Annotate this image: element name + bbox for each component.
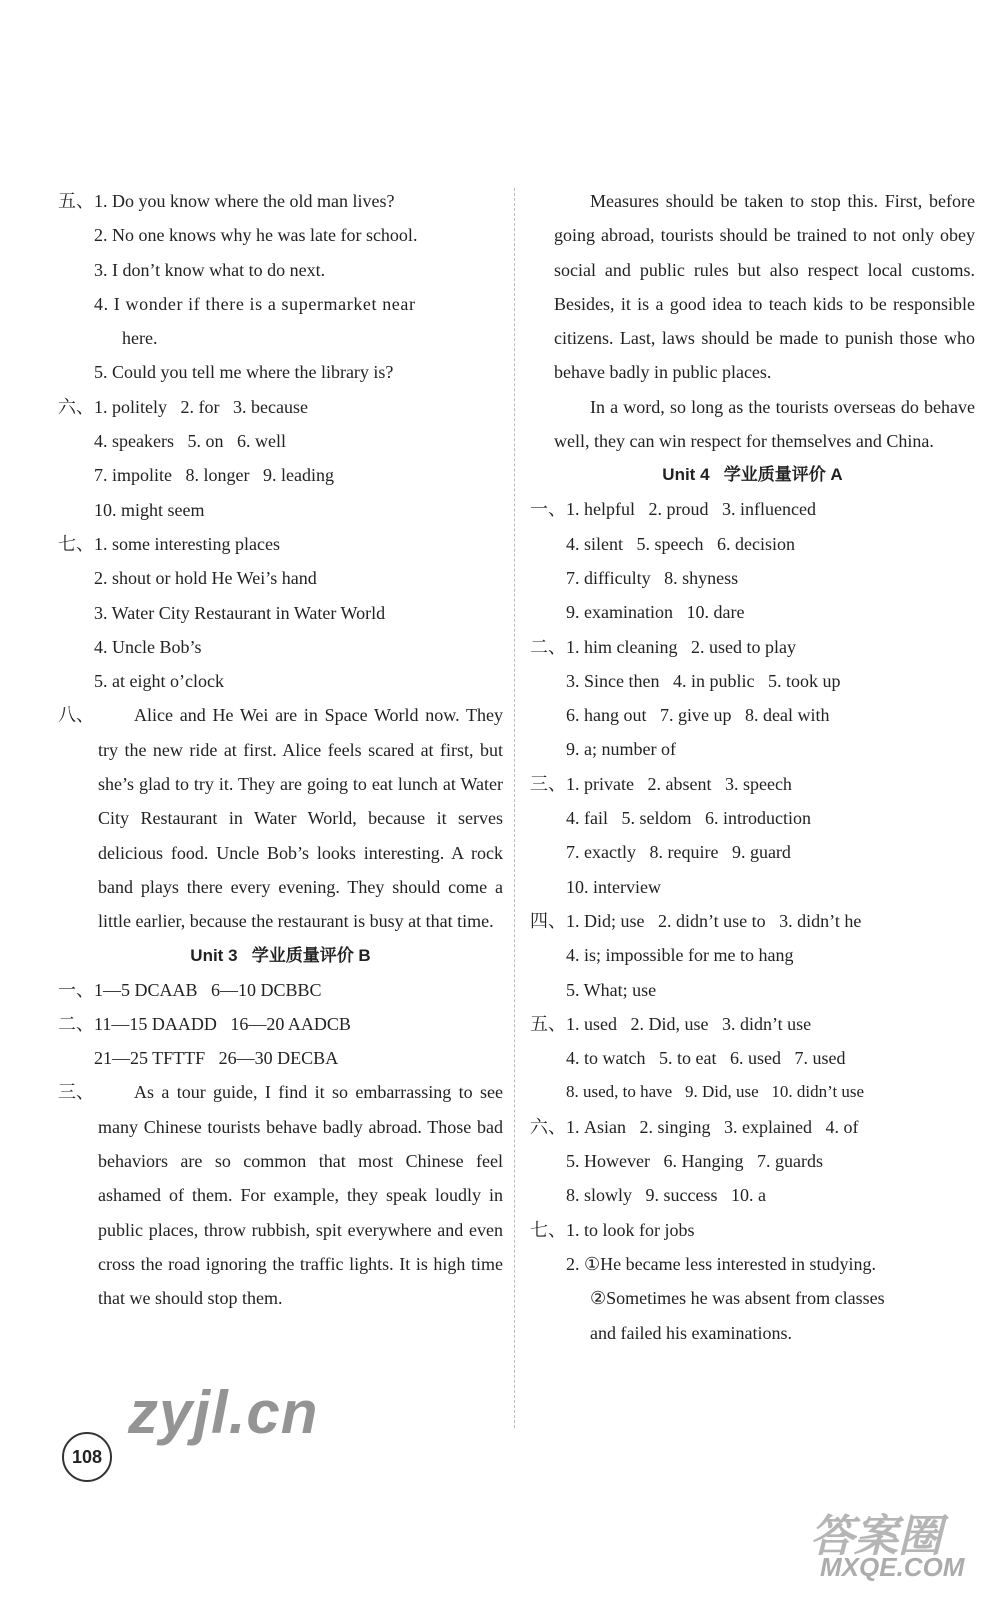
unit4-row-23: 2. ①He became less interested in studying. [566,1253,877,1274]
unit4-row-15: 5. What; use [566,979,657,1000]
unit4-row-3: 7. difficulty 8. shyness [566,567,739,588]
unit4-row-2: 4. silent 5. speech 6. decision [566,533,795,554]
unit4-row-7: 6. hang out 7. give up 8. deal with [566,705,830,726]
unit3-heading: Unit 3 学业质量评价 B [190,945,371,965]
s8-text: Alice and He Wei are in Space World now. They try the new ride at first. Alice feels scared at first, but she’s glad to try it. They are going to eat lunch at Water City Restaurant in Water World, because it serves delicious food. Uncle Bob’s looks interesting. A rock band plays there every evening. They should come a little earlier, because the restaurant is busy at that time. [98,705,503,932]
unit4-row-4: 9. examination 10. dare [566,602,745,623]
s7-item-3: 3. Water City Restaurant in Water World [94,602,386,623]
s6-row-1: 六、1. politely 2. for 3. because [58,396,308,417]
unit4-row-19: 六、1. Asian 2. singing 3. explained 4. of [530,1116,859,1137]
watermark-corner-url: MXQE.COM [820,1552,965,1582]
s5-item-3: 3. I don’t know what to do next. [94,259,326,280]
unit4-row-5: 二、1. him cleaning 2. used to play [530,636,796,657]
page-number: 108 [62,1432,112,1482]
unit4-row-21: 8. slowly 9. success 10. a [566,1185,766,1206]
s6-row-3: 7. impolite 8. longer 9. leading [94,465,334,486]
s5-item-1: 五、1. Do you know where the old man lives? [58,191,395,211]
s8-paragraph [58,698,503,938]
watermark-corner-logo: 答案圈 [810,1512,942,1561]
unit4-row-8: 9. a; number of [566,739,676,760]
s7-item-1: 七、1. some interesting places [58,533,280,554]
unit3-s3-text: As a tour guide, I find it so embarrassing to see many Chinese tourists behave badly abroad. Those bad behaviors are so common that most Chinese feel ashamed of them. For example, they speak loudly in public places, throw rubbish, spit everywhere and even cross the road ignoring the traffic lights. It is high time that we should stop them. [98,1082,503,1309]
watermark-main: zyjl.cn [128,1379,319,1446]
unit4-row-6: 3. Since then 4. in public 5. took up [566,670,841,691]
unit4-row-1: 一、1. helpful 2. proud 3. influenced [530,499,816,520]
unit4-row-16: 五、1. used 2. Did, use 3. didn’t use [530,1013,812,1034]
unit3-row-2: 二、11—15 DAADD 16—20 AADCB [58,1013,351,1034]
unit4-heading: Unit 4 学业质量评价 A [662,465,843,485]
unit4-row-10: 4. fail 5. seldom 6. introduction [566,808,811,829]
unit4-row-25: and failed his examinations. [590,1322,792,1343]
s6-row-4: 10. might seem [94,499,205,520]
unit4-row-22: 七、1. to look for jobs [530,1219,695,1240]
unit4-row-14: 4. is; impossible for me to hang [566,945,794,966]
unit4-row-18: 8. used, to have 9. Did, use 10. didn’t use [566,1082,865,1102]
unit4-row-11: 7. exactly 8. require 9. guard [566,842,791,863]
unit4-row-13: 四、1. Did; use 2. didn’t use to 3. didn’t he [530,910,862,931]
s7-item-4: 4. Uncle Bob’s [94,636,202,657]
unit3-row-1: 一、1—5 DCAAB 6—10 DCBBC [58,979,322,1000]
s7-item-5: 5. at eight o’clock [94,671,224,692]
unit4-row-20: 5. However 6. Hanging 7. guards [566,1151,823,1172]
s8-tag: 八、 [58,705,94,726]
unit4-row-24: ②Sometimes he was absent from classes [590,1288,885,1309]
unit4-row-17: 4. to watch 5. to eat 6. used 7. used [566,1048,846,1069]
column-divider [514,188,515,1428]
s7-item-2: 2. shout or hold He Wei’s hand [94,568,317,589]
unit3-row-3: 21—25 TFTTF 26—30 DECBA [94,1048,339,1069]
s6-row-2: 4. speakers 5. on 6. well [94,431,286,452]
unit4-row-9: 三、1. private 2. absent 3. speech [530,773,792,794]
unit3-s3-tag: 三、 [58,1082,94,1103]
s5-item-4: 4. I wonder if there is a supermarket near [94,293,416,314]
unit4-row-12: 10. interview [566,876,661,897]
unit3-s3-paragraph [58,1075,503,1315]
left-column [58,184,503,1316]
s5-item-2: 2. No one knows why he was late for school. [94,225,418,246]
right-column [530,184,975,1350]
s5-item-4-cont: here. [122,328,158,349]
s5-item-5: 5. Could you tell me where the library is? [94,362,394,383]
essay-paragraph-2: In a word, so long as the tourists overseas do behave well, they can win respect for themselves and China. [554,396,975,452]
essay-paragraph-1: Measures should be taken to stop this. First, before going abroad, tourists should be trained to not only obey social and public rules but also respect local customs. Besides, it is a good idea to teach kids to be responsible citizens. Last, laws should be made to punish those who behave badly in public places. [554,191,975,383]
